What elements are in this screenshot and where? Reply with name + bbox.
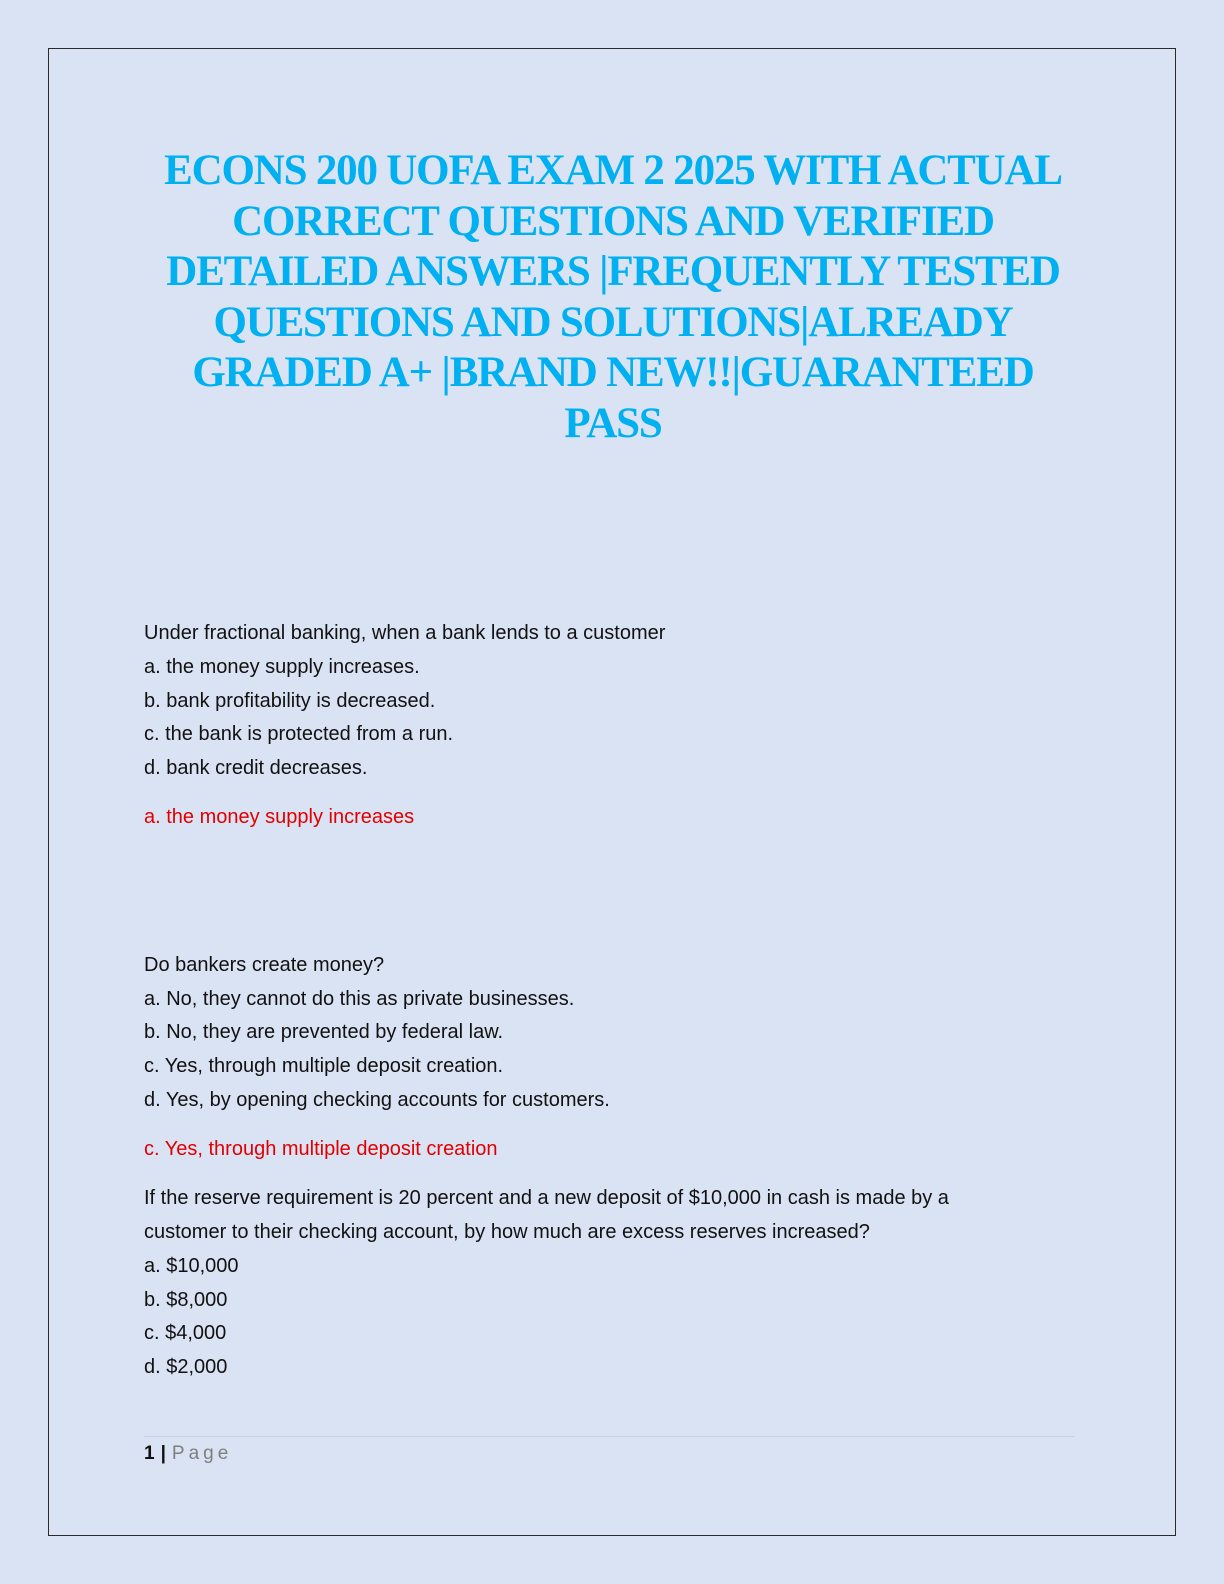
footer-separator: |	[160, 1443, 166, 1464]
question-2-option-b: b. No, they are prevented by federal law.	[144, 1021, 504, 1043]
question-3-stem-line-2: customer to their checking account, by how much are excess reserves increased?	[144, 1221, 870, 1243]
question-1-answer: a. the money supply increases	[144, 806, 415, 828]
page-label: Page	[171, 1443, 233, 1464]
question-2-answer: c. Yes, through multiple deposit creation	[144, 1138, 498, 1160]
question-1-stem: Under fractional banking, when a bank lends to a customer	[144, 622, 666, 644]
title-line: ECONS 200 UOFA EXAM 2 2025 WITH ACTUAL	[164, 147, 1062, 194]
question-2-stem: Do bankers create money?	[144, 954, 385, 976]
page-footer	[144, 1442, 232, 1466]
title-line: QUESTIONS AND SOLUTIONS|ALREADY	[213, 298, 1013, 346]
document-title	[140, 146, 1086, 449]
question-3-option-c: c. $4,000	[144, 1322, 227, 1344]
title-line: DETAILED ANSWERS |FREQUENTLY TESTED	[166, 248, 1060, 295]
question-2-option-a: a. No, they cannot do this as private businesses.	[144, 988, 575, 1010]
question-2-option-c: c. Yes, through multiple deposit creation.	[144, 1055, 504, 1077]
question-1-option-a: a. the money supply increases.	[144, 656, 420, 678]
question-3-stem-line-1: If the reserve requirement is 20 percent and a new deposit of $10,000 in cash is made by a	[144, 1187, 949, 1209]
question-2-option-d: d. Yes, by opening checking accounts for customers.	[144, 1089, 610, 1111]
question-1-option-c: c. the bank is protected from a run.	[144, 723, 454, 745]
title-line: GRADED A+ |BRAND NEW!!|GUARANTEED	[192, 349, 1034, 396]
question-3-option-a: a. $10,000	[144, 1255, 239, 1277]
title-line: PASS	[564, 399, 662, 447]
question-3-option-d: d. $2,000	[144, 1356, 228, 1378]
title-line: CORRECT QUESTIONS AND VERIFIED	[232, 197, 994, 245]
question-1-option-d: d. bank credit decreases.	[144, 757, 368, 779]
question-3-option-b: b. $8,000	[144, 1289, 228, 1311]
footer-divider	[144, 1436, 1074, 1437]
question-1-option-b: b. bank profitability is decreased.	[144, 690, 436, 712]
page-number: 1	[144, 1443, 155, 1464]
